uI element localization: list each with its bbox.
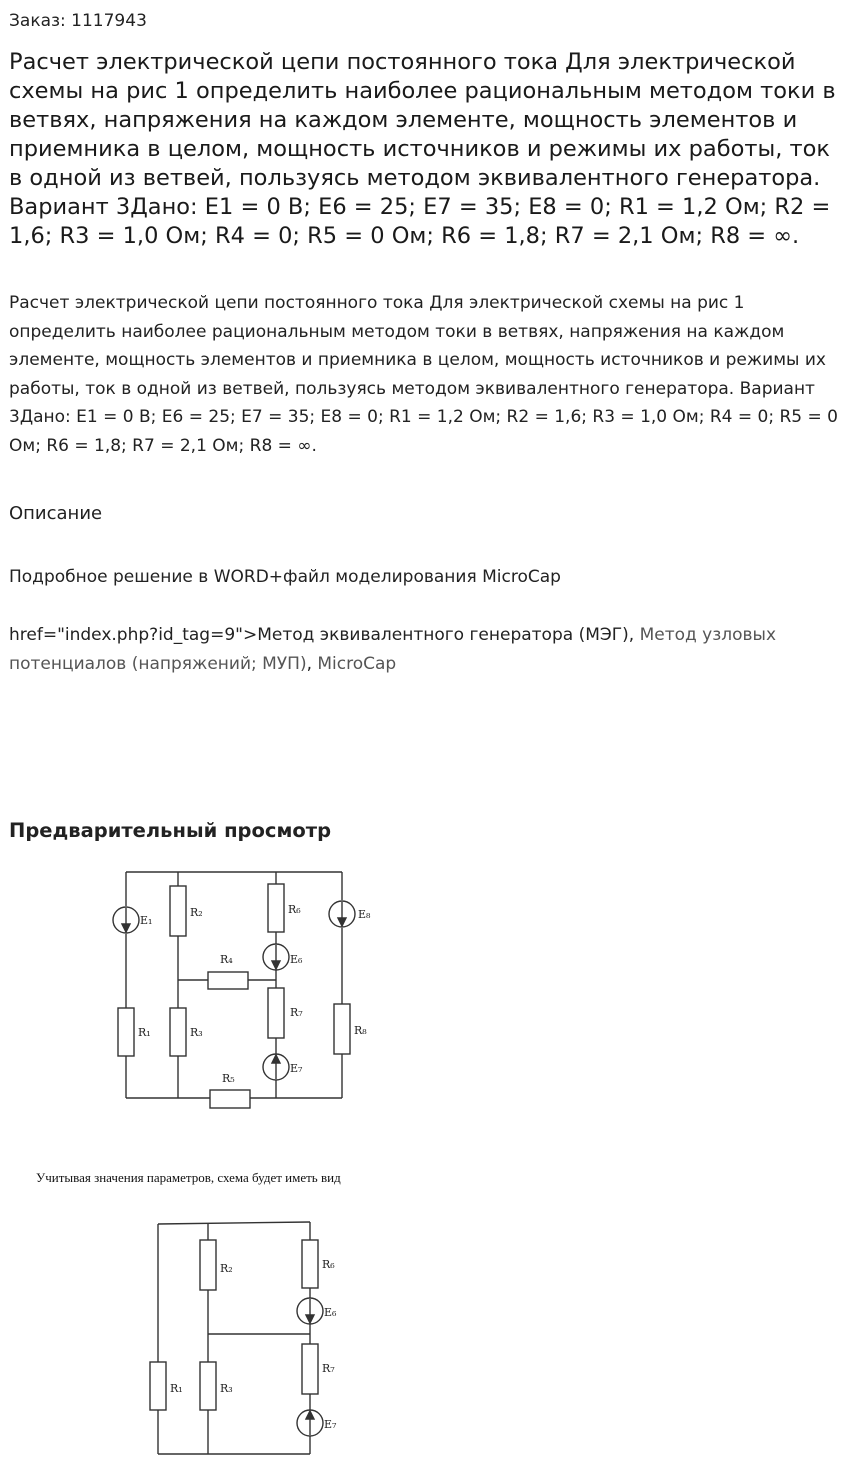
label-e6-simplified: E₆ <box>324 1306 337 1319</box>
task-paragraph: Расчет электрической цепи постоянного тока Для электрической схемы на рис 1 определить наиболее рациональным методом токи в ветвях, напряжения на каждом элементе, мощность элементов и приемника в целом, мощность источников и режимы их работы, ток в одной из ветвей, пользуясь методом эквивалентного генератора. Вариант 3Дано: Е1 = 0 В; Е6 = 25; Е7 = 35; Е8 = 0; R1 = 1,2 Ом; R2 = 1,6; R3 = 1,0 Ом; R4 = 0; R5 = 0 Ом; R6 = 1,8; R7 = 2,1 Ом; R8 = ∞. <box>9 293 838 456</box>
tag-link-microcap[interactable]: MicroCap <box>317 653 397 674</box>
label-r2: R₂ <box>190 906 203 919</box>
label-r8: R₈ <box>354 1024 367 1037</box>
resistor-r1 <box>118 1008 134 1056</box>
label-e7: E₇ <box>290 1062 303 1075</box>
circuit-diagram-1 <box>90 858 380 1118</box>
label-r5: R₅ <box>222 1072 235 1085</box>
circuit-diagram-2 <box>120 1210 360 1470</box>
figure-caption: Учитывая значения параметров, схема будет иметь вид <box>36 1170 341 1185</box>
label-r3: R₃ <box>190 1026 203 1039</box>
label-r3-simplified: R₃ <box>220 1382 233 1395</box>
resistor-r4 <box>208 972 248 989</box>
resistor-r6-simplified <box>302 1240 318 1288</box>
tag-link-nodal-potentials[interactable]: Метод узловых потенциалов (напряжений; МУП) <box>9 625 777 674</box>
label-r7: R₇ <box>290 1006 303 1019</box>
resistor-r8 <box>334 1004 350 1054</box>
order-number: Заказ: 1117943 <box>9 11 147 31</box>
label-r6-simplified: R₆ <box>322 1258 335 1271</box>
resistor-r1-simplified <box>150 1362 166 1410</box>
resistor-r2 <box>170 886 186 936</box>
resistor-r3-simplified <box>200 1362 216 1410</box>
resistor-r3 <box>170 1008 186 1056</box>
tag-prefix-text: href="index.php?id_tag=9">Метод эквивалентного генератора (МЭГ), <box>9 625 640 645</box>
page-title: Расчет электрической цепи постоянного тока Для электрической схемы на рис 1 определить наиболее рациональным методом токи в ветвях, напряжения на каждом элементе, мощность элементов и приемника в целом, мощность источников и режимы их работы, ток в одной из ветвей, пользуясь методом эквивалентного генератора. Вариант 3Дано: Е1 = 0 В; Е6 = 25; Е7 = 35; Е8 = 0; R1 = 1,2 Ом; R2 = 1,6; R3 = 1,0 Ом; R4 = 0; R5 = 0 Ом; R6 = 1,8; R7 = 2,1 Ом; R8 = ∞. <box>9 49 836 249</box>
label-e8: E₈ <box>358 908 371 921</box>
label-r7-simplified: R₇ <box>322 1362 335 1375</box>
resistor-r2-simplified <box>200 1240 216 1290</box>
label-r1-simplified: R₁ <box>170 1382 183 1395</box>
resistor-r6 <box>268 884 284 932</box>
resistor-r7-simplified <box>302 1344 318 1394</box>
label-e7-simplified: E₇ <box>324 1418 337 1431</box>
label-r2-simplified: R₂ <box>220 1262 233 1275</box>
description-heading: Описание <box>9 503 103 524</box>
label-e1: E₁ <box>140 914 153 927</box>
tag-separator: , <box>306 653 318 674</box>
tag-list <box>9 621 809 678</box>
label-e6: E₆ <box>290 953 303 966</box>
label-r4: R₄ <box>220 953 233 966</box>
resistor-r5 <box>210 1090 250 1108</box>
label-r6: R₆ <box>288 903 301 916</box>
description-text: Подробное решение в WORD+файл моделирования MicroCap <box>9 567 561 587</box>
preview-heading: Предварительный просмотр <box>9 819 332 842</box>
resistor-r7 <box>268 988 284 1038</box>
label-r1: R₁ <box>138 1026 151 1039</box>
